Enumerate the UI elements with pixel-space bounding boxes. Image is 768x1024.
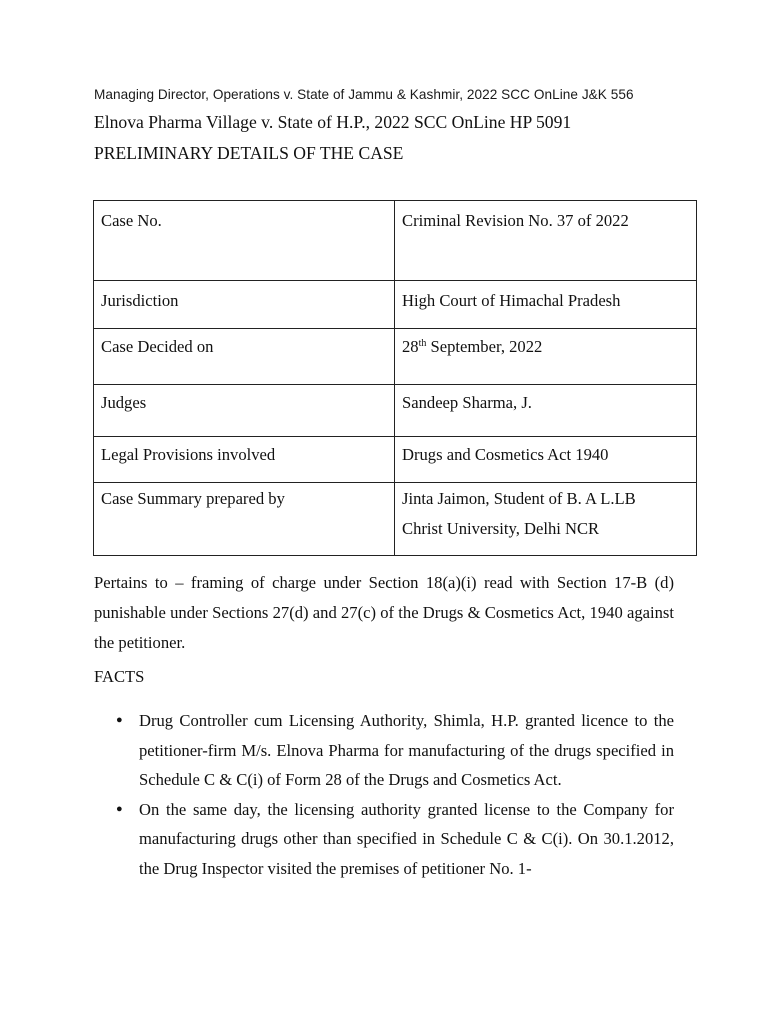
table-row <box>94 329 697 385</box>
citation-header: Managing Director, Operations v. State of Jammu & Kashmir, 2022 SCC OnLine J&K 556 <box>94 87 634 102</box>
judges-label: Judges <box>94 385 395 437</box>
table-row <box>94 483 697 556</box>
table-row <box>94 385 697 437</box>
legal-provisions-value: Drugs and Cosmetics Act 1940 <box>395 437 697 483</box>
facts-list <box>94 706 674 884</box>
case-details-table <box>93 200 697 556</box>
decided-day: 28 <box>402 337 419 356</box>
case-no-label: Case No. <box>94 201 395 281</box>
summary-author-label: Case Summary prepared by <box>94 483 395 556</box>
decided-ordinal-suffix: th <box>418 338 427 349</box>
summary-author-value <box>395 483 697 556</box>
pertains-paragraph: Pertains to – framing of charge under Section 18(a)(i) read with Section 17-B (d) punishable under Sections 27(d) and 27(c) of the Drugs & Cosmetics Act, 1940 against the petitioner. <box>94 573 674 652</box>
case-no-value: Criminal Revision No. 37 of 2022 <box>395 201 697 281</box>
bullet-icon: ● <box>116 802 123 815</box>
legal-provisions-label: Legal Provisions involved <box>94 437 395 483</box>
table-row <box>94 281 697 329</box>
judges-value: Sandeep Sharma, J. <box>395 385 697 437</box>
decided-month-year: September, 2022 <box>426 337 543 356</box>
table-row <box>94 437 697 483</box>
fact-text: Drug Controller cum Licensing Authority, Shimla, H.P. granted licence to the petitioner-firm M/s. Elnova Pharma for manufacturing of the drugs specified in Schedule C & C(i) of Form 28 of the Drugs and Cosmetics Act. <box>139 711 674 790</box>
decided-value <box>395 329 697 385</box>
summary-author-line-2: Christ University, Delhi NCR <box>402 519 600 538</box>
decided-label: Case Decided on <box>94 329 395 385</box>
fact-text: On the same day, the licensing authority granted license to the Company for manufacturing drugs other than specified in Schedule C & C(i). On 30.1.2012, the Drug Inspector visited the premises of petitioner No. 1- <box>139 799 674 878</box>
list-item <box>94 795 674 884</box>
jurisdiction-value: High Court of Himachal Pradesh <box>395 281 697 329</box>
case-title: Elnova Pharma Village v. State of H.P., 2022 SCC OnLine HP 5091 <box>94 112 572 132</box>
table-row <box>94 201 697 281</box>
facts-heading: FACTS <box>94 667 145 686</box>
jurisdiction-label: Jurisdiction <box>94 281 395 329</box>
section-heading: PRELIMINARY DETAILS OF THE CASE <box>94 143 404 163</box>
summary-author-line-1: Jinta Jaimon, Student of B. A L.LB <box>402 489 636 508</box>
list-item <box>94 706 674 795</box>
bullet-icon: ● <box>116 714 123 726</box>
